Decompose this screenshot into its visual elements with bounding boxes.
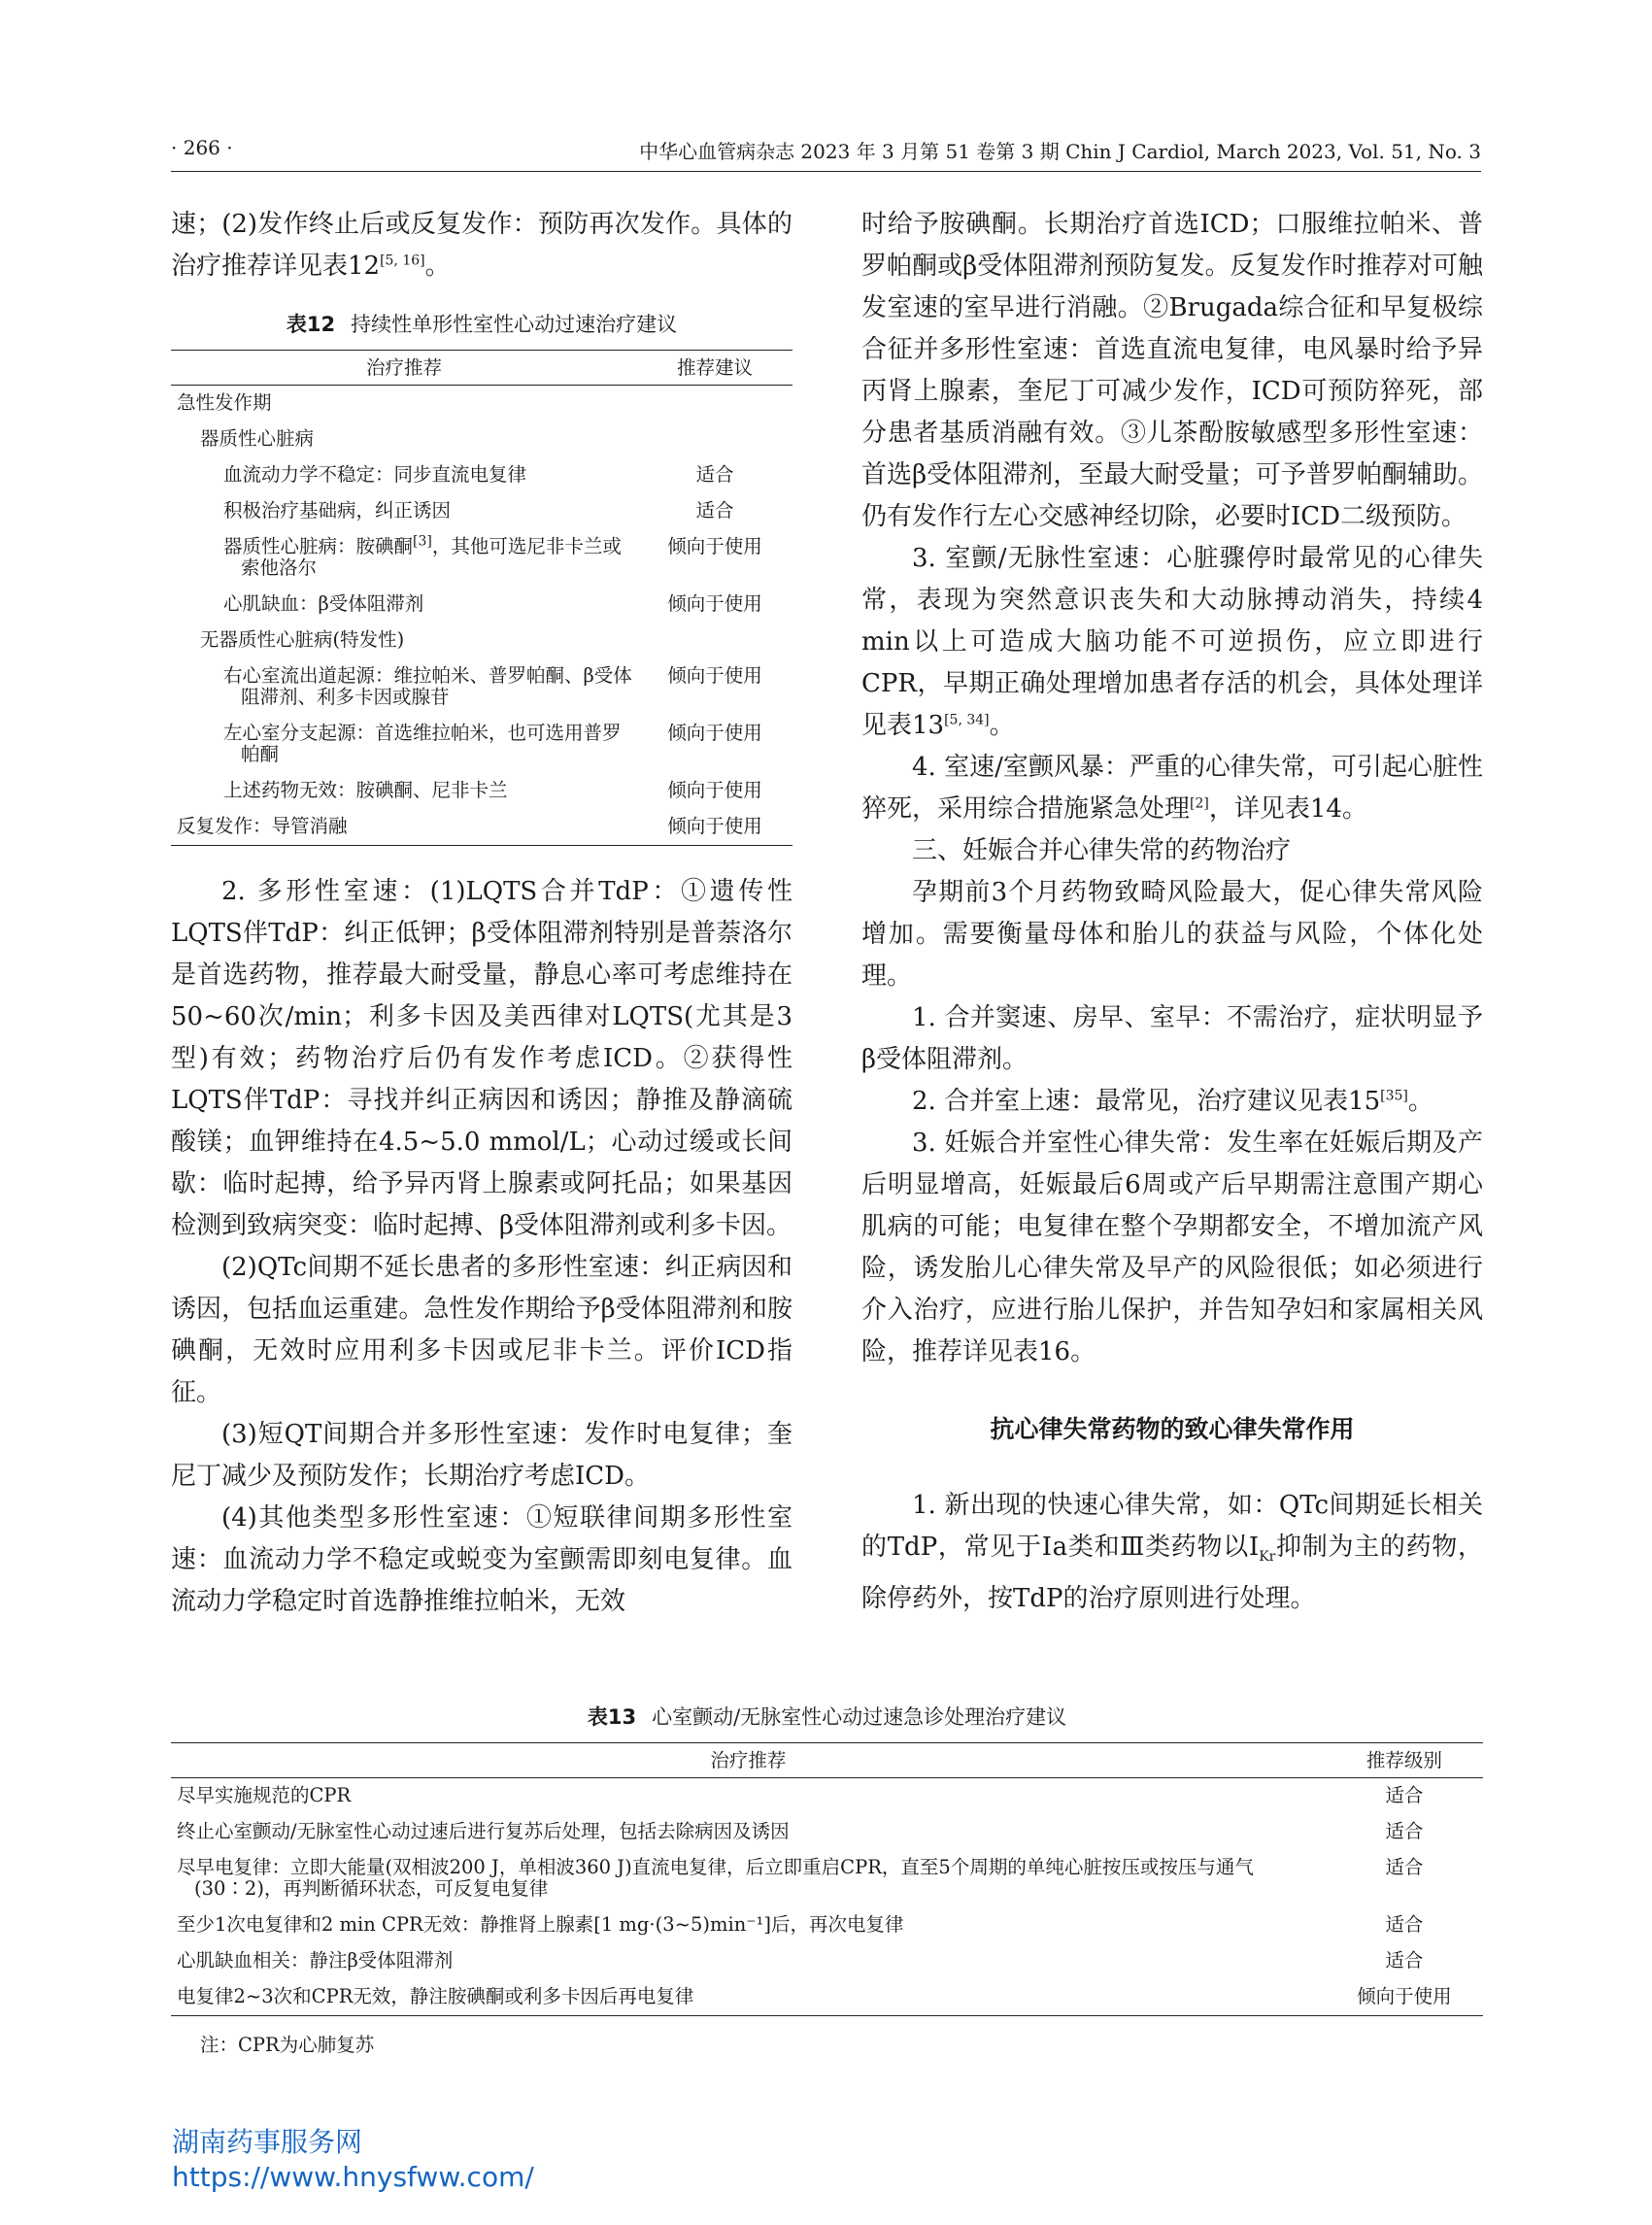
- table-cell: 适合: [1385, 1949, 1424, 1972]
- table-row: [171, 587, 792, 623]
- table-cell: 急性发作期: [177, 391, 272, 414]
- table-title: 心室颤动/无脉室性心动过速急诊处理治疗建议: [652, 1705, 1067, 1729]
- table12: [171, 350, 792, 846]
- paragraph: 1. 新出现的快速心律失常，如：QTc间期延长相关的TdP，常见于Ⅰa类和Ⅲ类药物以$I_{Kr}$抑制为主的药物，除停药外，按TdP的治疗原则进行处理。: [861, 1491, 1483, 1614]
- table-cell: [637, 386, 792, 422]
- right-column: [861, 204, 1483, 1620]
- table-cell: 器质性心脏病: [200, 427, 315, 450]
- table-header-row: [171, 351, 792, 386]
- table-cell: 适合: [695, 463, 734, 486]
- paragraph: 速；(2)发作终止后或反复发作：预防再次发作。具体的治疗推荐详见表12[5, 16]。: [171, 210, 792, 281]
- table-cell: 倾向于使用: [667, 779, 762, 801]
- table-row: [171, 623, 792, 658]
- table-title: 持续性单形性室性心动过速治疗建议: [351, 313, 678, 336]
- table-cell: 器质性心脏病：胺碘酮[3]，其他可选尼非卡兰或索他洛尔: [223, 533, 622, 579]
- table-cell: 适合: [1385, 1784, 1424, 1806]
- table-row: [171, 1850, 1483, 1907]
- table-cell: 倾向于使用: [637, 809, 792, 846]
- table-cell: 适合: [1385, 1856, 1424, 1878]
- table-cell: 至少1次电复律和2 min CPR无效：静推肾上腺素[1 mg·(3~5)min⁻¹]后，再次电复律: [177, 1913, 904, 1936]
- table13-caption: [171, 1702, 1483, 1731]
- column-header: 推荐建议: [637, 351, 792, 386]
- table13-block: [171, 1702, 1483, 2057]
- table-row: [171, 529, 792, 587]
- paragraph: (2)QTc间期不延长患者的多形性室速：纠正病因和诱因，包括血运重建。急性发作期给予β受体阻滞剂和胺碘酮，无效时应用利多卡因或尼非卡兰。评价ICD指征。: [171, 1253, 792, 1407]
- column-header: 治疗推荐: [171, 1743, 1326, 1778]
- table-row: [171, 1778, 1483, 1815]
- table-row: [171, 809, 792, 846]
- table-cell: 倾向于使用: [667, 664, 762, 687]
- table-row: [171, 716, 792, 773]
- table-cell: 适合: [1385, 1913, 1424, 1936]
- table-row: [171, 493, 792, 529]
- table-cell: 倾向于使用: [667, 592, 762, 615]
- running-header: [171, 132, 1481, 172]
- table-label: 表13: [587, 1705, 637, 1729]
- table-cell: 适合: [1385, 1820, 1424, 1842]
- table-row: [171, 421, 792, 457]
- table-cell: 电复律2~3次和CPR无效，静注胺碘酮或利多卡因后再电复律: [171, 1979, 1326, 2016]
- table-row: [171, 386, 792, 422]
- table12-caption: [171, 309, 792, 338]
- table-row: [171, 1907, 1483, 1943]
- table-cell: 血流动力学不稳定：同步直流电复律: [223, 463, 527, 486]
- paragraph: 3. 妊娠合并室性心律失常：发生率在妊娠后期及产后明显增高，妊娠最后6周或产后早期需注意围产期心肌病的可能；电复律在整个孕期都安全，不增加流产风险，诱发胎儿心律失常及早产的风险很低；如必须进行介入治疗，应进行胎儿保护，并告知孕妇和家属相关风险，推荐详见表16。: [861, 1129, 1483, 1366]
- table-row: [171, 1814, 1483, 1850]
- paragraph: 4. 室速/室颤风暴：严重的心律失常，可引起心脏性猝死，采用综合措施紧急处理[2]，详见表14。: [861, 753, 1483, 824]
- paragraph: 孕期前3个月药物致畸风险最大，促心律失常风险增加。需要衡量母体和胎儿的获益与风险，个体化处理。: [861, 878, 1483, 991]
- section-title: 抗心律失常药物的致心律失常作用: [990, 1415, 1355, 1443]
- left-column: [171, 204, 792, 1623]
- table-row: [171, 457, 792, 493]
- table-cell: 终止心室颤动/无脉室性心动过速后进行复苏后处理，包括去除病因及诱因: [177, 1820, 790, 1842]
- table-cell: 无器质性心脏病(特发性): [200, 628, 405, 651]
- table-label: 表12: [286, 313, 336, 336]
- section-heading: 三、妊娠合并心律失常的药物治疗: [912, 836, 1292, 865]
- column-header: 推荐级别: [1326, 1743, 1483, 1778]
- paragraph: 3. 室颤/无脉性室速：心脏骤停时最常见的心律失常，表现为突然意识丧失和大动脉搏动消失，持续4 min以上可造成大脑功能不可逆损伤，应立即进行CPR，早期正确处理增加患者存活的机会，具体处理详见表13[5, 34]。: [861, 544, 1483, 740]
- paragraph: (3)短QT间期合并多形性室速：发作时电复律；奎尼丁减少及预防发作；长期治疗考虑ICD。: [171, 1420, 792, 1491]
- table-cell: 积极治疗基础病，纠正诱因: [223, 499, 452, 522]
- table-cell: 左心室分支起源：首选维拉帕米，也可选用普罗帕酮: [223, 722, 622, 765]
- paragraph: 1. 合并窦速、房早、室早：不需治疗，症状明显予β受体阻滞剂。: [861, 1003, 1483, 1074]
- table-header-row: [171, 1743, 1483, 1778]
- table-cell: 适合: [695, 499, 734, 522]
- table-cell: 右心室流出道起源：维拉帕米、普罗帕酮、β受体阻滞剂、利多卡因或腺苷: [223, 664, 632, 708]
- table-row: [171, 1943, 1483, 1979]
- table-cell: [637, 421, 792, 457]
- table-note: 注：CPR为心肺复苏: [200, 2034, 375, 2056]
- watermark-url: https://www.hnysfww.com/: [172, 2161, 534, 2193]
- table-row: [171, 773, 792, 809]
- watermark: [172, 2125, 534, 2195]
- table-row: [171, 658, 792, 716]
- paragraph: 时给予胺碘酮。长期治疗首选ICD；口服维拉帕米、普罗帕酮或β受体阻滞剂预防复发。反复发作时推荐对可触发室速的室早进行消融。②Brugada综合征和早复极综合征并多形性室速：首选直流电复律，电风暴时给予异丙肾上腺素，奎尼丁可减少发作，ICD可预防猝死，部分患者基质消融有效。③儿茶酚胺敏感型多形性室速：首选β受体阻滞剂，至最大耐受量；可予普罗帕酮辅助。仍有发作行左心交感神经切除，必要时ICD二级预防。: [861, 210, 1483, 531]
- table-cell: 尽早实施规范的CPR: [177, 1784, 352, 1806]
- paragraph: 2. 合并室上速：最常见，治疗建议见表15[35]。: [912, 1087, 1433, 1116]
- table-cell: 心肌缺血相关：静注β受体阻滞剂: [177, 1949, 454, 1972]
- watermark-site-name: 湖南药事服务网: [172, 2126, 363, 2158]
- table-cell: 倾向于使用: [667, 722, 762, 744]
- table-cell: 反复发作：导管消融: [171, 809, 637, 846]
- paragraph: 2. 多形性室速：(1)LQTS合并TdP：①遗传性LQTS伴TdP：纠正低钾；β受体阻滞剂特别是普萘洛尔是首选药物，推荐最大耐受量，静息心率可考虑维持在50~60次/min；利多卡因及美西律对LQTS(尤其是3型)有效；药物治疗后仍有发作考虑ICD。②获得性LQTS伴TdP：寻找并纠正病因和诱因；静推及静滴硫酸镁；血钾维持在4.5~5.0 mmol/L；心动过缓或长间歇：临时起搏，给予异丙肾上腺素或阿托品；如果基因检测到致病突变：临时起搏、β受体阻滞剂或利多卡因。: [171, 877, 792, 1240]
- table-cell: 上述药物无效：胺碘酮、尼非卡兰: [223, 779, 508, 801]
- page-number: · 266 ·: [171, 136, 233, 159]
- table-cell: 倾向于使用: [667, 535, 762, 557]
- table-cell: 尽早电复律：立即大能量(双相波200 J，单相波360 J)直流电复律，后立即重启CPR，直至5个周期的单纯心脏按压或按压与通气(30∶2)，再判断循环状态，可反复电复律: [177, 1856, 1254, 1900]
- table-cell: [637, 623, 792, 658]
- table-cell: 倾向于使用: [1326, 1979, 1483, 2016]
- table-cell: 心肌缺血：β受体阻滞剂: [223, 592, 424, 615]
- journal-citation: 中华心血管病杂志 2023 年 3 月第 51 卷第 3 期 Chin J Cardiol, March 2023, Vol. 51, No. 3: [639, 140, 1481, 163]
- column-header: 治疗推荐: [171, 351, 637, 386]
- table13: [171, 1742, 1483, 2016]
- paragraph: (4)其他类型多形性室速：①短联律间期多形性室速：血流动力学不稳定或蜕变为室颤需即刻电复律。血流动力学稳定时首选静推维拉帕米，无效: [171, 1503, 792, 1616]
- table-row: [171, 1979, 1483, 2016]
